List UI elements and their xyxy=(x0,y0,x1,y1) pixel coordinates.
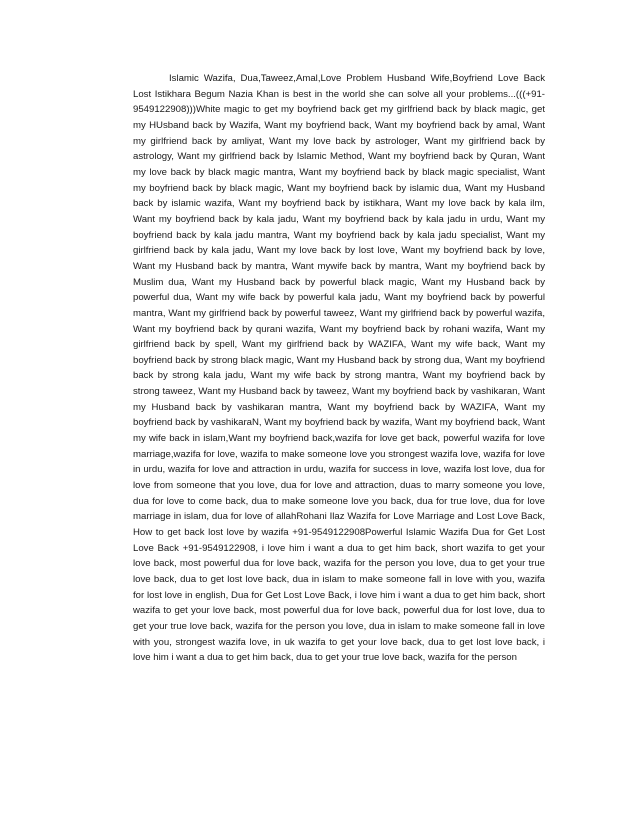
body-paragraph: Islamic Wazifa, Dua,Taweez,Amal,Love Problem Husband Wife,Boyfriend Love Back Lost Istikhara Begum Nazia Khan is best in the world she can solve all your problems...(((+91-9549122908)))White magic to get my boyfriend back get my girlfriend back by black magic, get my HUsband back by Wazifa, Want my boyfriend back, Want my boyfriend back by amal, Want my girlfriend back by amliyat, Want my love back by astrologer, Want my girlfriend back by astrology, Want my girlfriend back by Islamic Method, Want my boyfriend back by Quran, Want my love back by black magic mantra, Want my boyfriend back by black magic specialist, Want my boyfriend back by black magic, Want my boyfriend back by islamic dua, Want my Husband back by islamic wazifa, Want my boyfriend back by istikhara, Want my love back by kala ilm, Want my boyfriend back by kala jadu, Want my boyfriend back by kala jadu in urdu, Want my boyfriend back by kala jadu mantra, Want my boyfriend back by kala jadu specialist, Want my girlfriend back by kala jadu, Want my love back by lost love, Want my boyfriend back by love, Want my Husband back by mantra, Want mywife back by mantra, Want my boyfriend back by Muslim dua, Want my Husband back by powerful black magic, Want my Husband back by powerful dua, Want my wife back by powerful kala jadu, Want my boyfriend back by powerful mantra, Want my girlfriend back by powerful taweez, Want my girlfriend back by powerful wazifa, Want my boyfriend back by qurani wazifa, Want my boyfriend back by rohani wazifa, Want my girlfriend back by spell, Want my girlfriend back by WAZIFA, Want my wife back, Want my boyfriend back by strong black magic, Want my Husband back by strong dua, Want my boyfriend back by strong kala jadu, Want my wife back by strong mantra, Want my boyfriend back by strong taweez, Want my Husband back by taweez, Want my boyfriend back by vashikaran, Want my Husband back by vashikaran mantra, Want my boyfriend back by WAZIFA, Want my boyfriend back by vashikaraN, Want my boyfriend back by wazifa, Want my boyfriend back, Want my wife back in islam,Want my boyfriend back,wazifa for love get back, powerful wazifa for love marriage,wazifa for love, wazifa to make someone love you strongest wazifa love, wazifa for love in urdu, wazifa for love and attraction in urdu, wazifa for success in love, wazifa lost love, dua for love from someone that you love, dua for love and attraction, duas to marry someone you love, dua for love to come back, dua to make someone love you back, dua for true love, dua for love marriage in islam, dua for love of allahRohani Ilaz Wazifa for Love Marriage and Lost Love Back, How to get back lost love by wazifa +91-9549122908Powerful Islamic Wazifa Dua for Get Lost Love Back +91-9549122908, i love him i want a dua to get him back, short wazifa to get your love back, most powerful dua for love back, wazifa for the person you love, dua to get your true love back, dua to get lost love back, dua in islam to make someone fall in love with you, wazifa for lost love in english, Dua for Get Lost Love Back, i love him i want a dua to get him back, short wazifa to get your love back, most powerful dua for love back, powerful dua for lost love, dua to get your true love back, wazifa for the person you love, dua in islam to make someone fall in love with you, strongest wazifa love, in uk wazifa to get your love back, dua to get lost love back, i love him i want a dua to get him back, dua to get your true love back, wazifa for the person xyxy=(133,73,545,664)
